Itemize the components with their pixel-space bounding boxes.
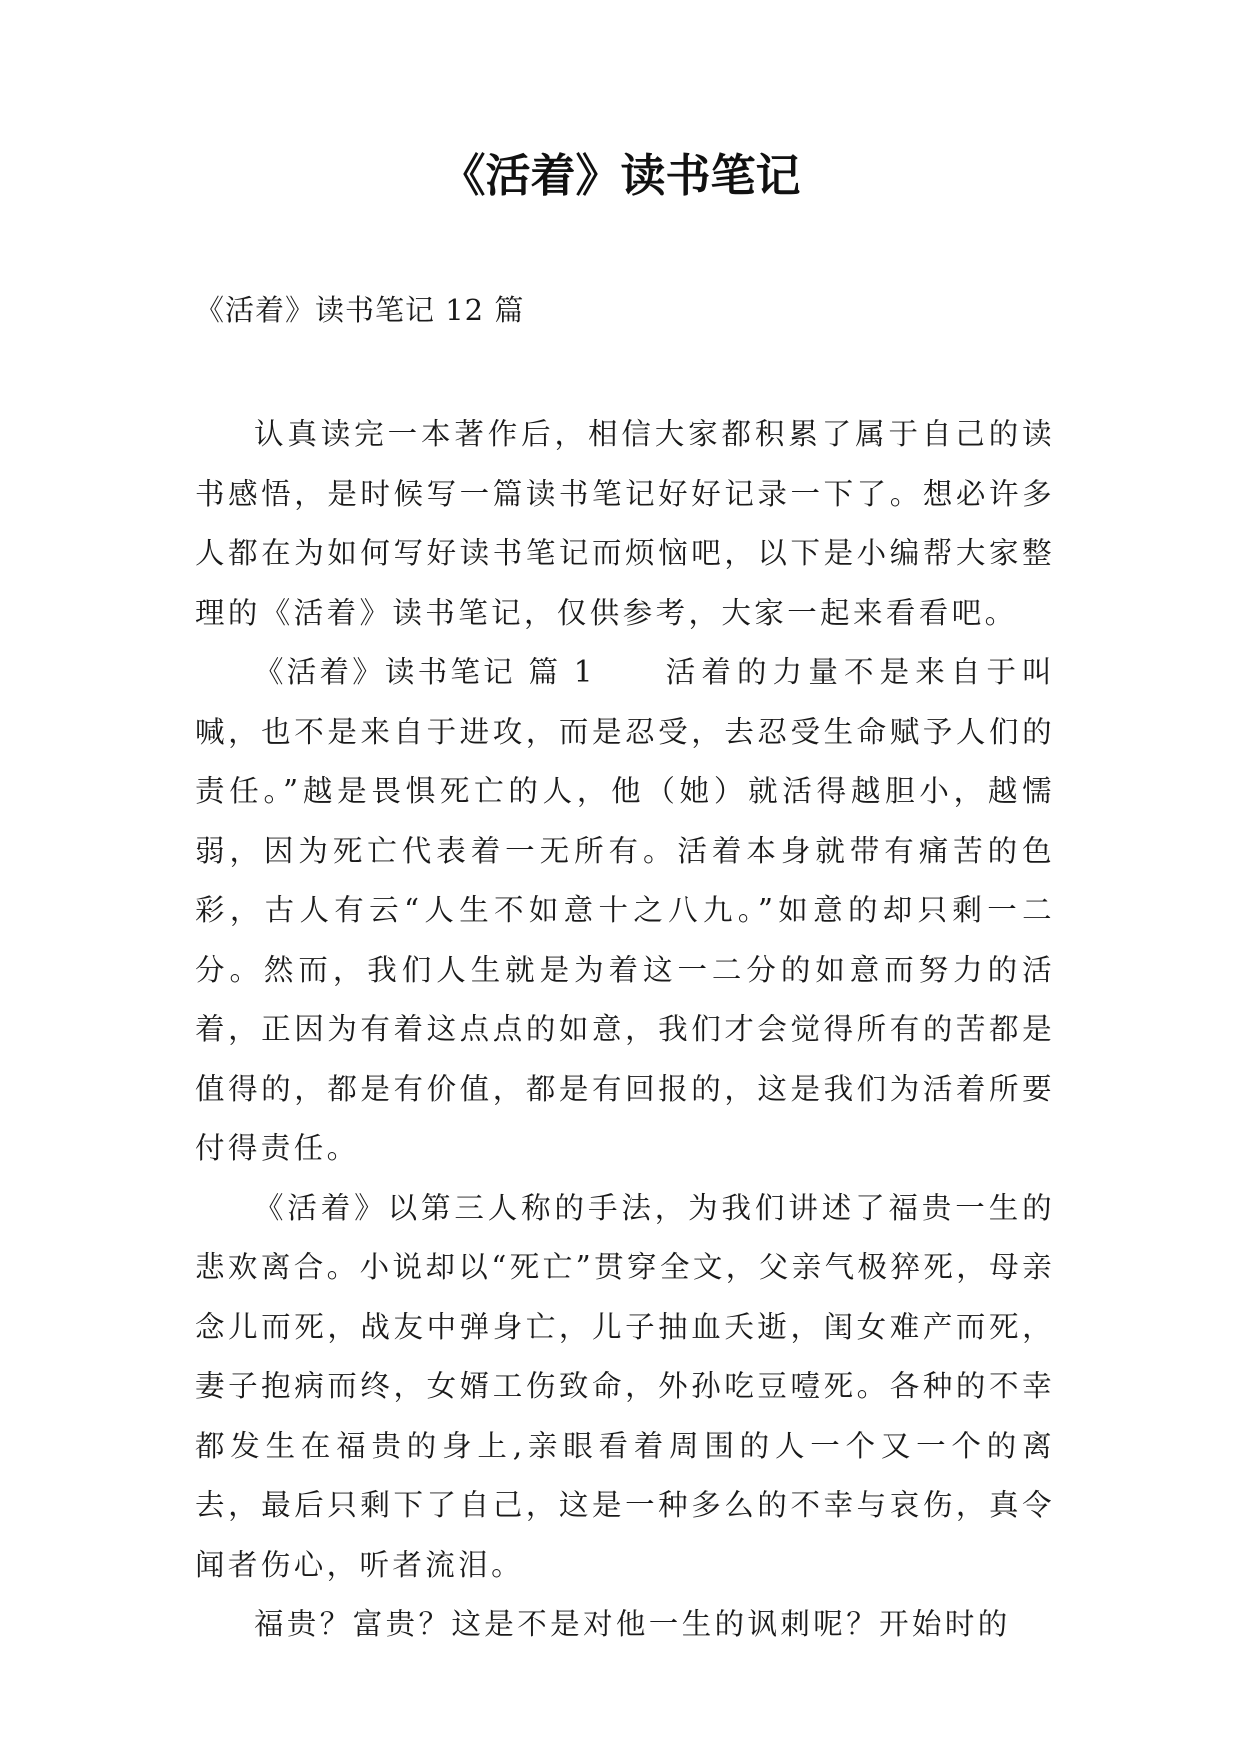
document-body bbox=[195, 405, 1055, 1655]
paragraph-3: 《活着》以第三人称的手法，为我们讲述了福贵一生的悲欢离合。小说却以“死亡”贯穿全文，父亲气极猝死，母亲念儿而死，战友中弹身亡，儿子抽血夭逝，闺女难产而死，妻子抱病而终，女婿工伤致命，外孙吃豆噎死。各种的不幸都发生在福贵的身上,亲眼看着周围的人一个又一个的离去，最后只剩下了自己，这是一种多么的不幸与哀伤，真令闻者伤心，听者流泪。 bbox=[195, 1190, 1055, 1582]
paragraph-4: 福贵？富贵？这是不是对他一生的讽刺呢？开始时的 bbox=[254, 1607, 1011, 1641]
document-subtitle: 《活着》读书笔记 12 篇 bbox=[195, 293, 525, 327]
section-1-heading: 《活着》读书笔记 篇 1 bbox=[254, 655, 594, 689]
section-1-paragraph bbox=[195, 643, 1055, 1179]
intro-paragraph: 认真读完一本著作后，相信大家都积累了属于自己的读书感悟，是时候写一篇读书笔记好好记录一下了。想必许多人都在为如何写好读书笔记而烦恼吧，以下是小编帮大家整理的《活着》读书笔记，仅供参考，大家一起来看看吧。 bbox=[195, 417, 1055, 630]
document-title: 《活着》读书笔记 bbox=[440, 149, 801, 202]
section-1-text: 活着的力量不是来自于叫喊，也不是来自于进攻，而是忍受，去忍受生命赋予人们的责任。”越是畏惧死亡的人，他（她）就活得越胆小，越懦弱，因为死亡代表着一无所有。活着本身就带有痛苦的色彩，古人有云“人生不如意十之八九。”如意的却只剩一二分。然而，我们人生就是为着这一二分的如意而努力的活着，正因为有着这点点的如意，我们才会觉得所有的苦都是值得的，都是有价值，都是有回报的，这是我们为活着所要付得责任。 bbox=[195, 655, 1055, 1165]
